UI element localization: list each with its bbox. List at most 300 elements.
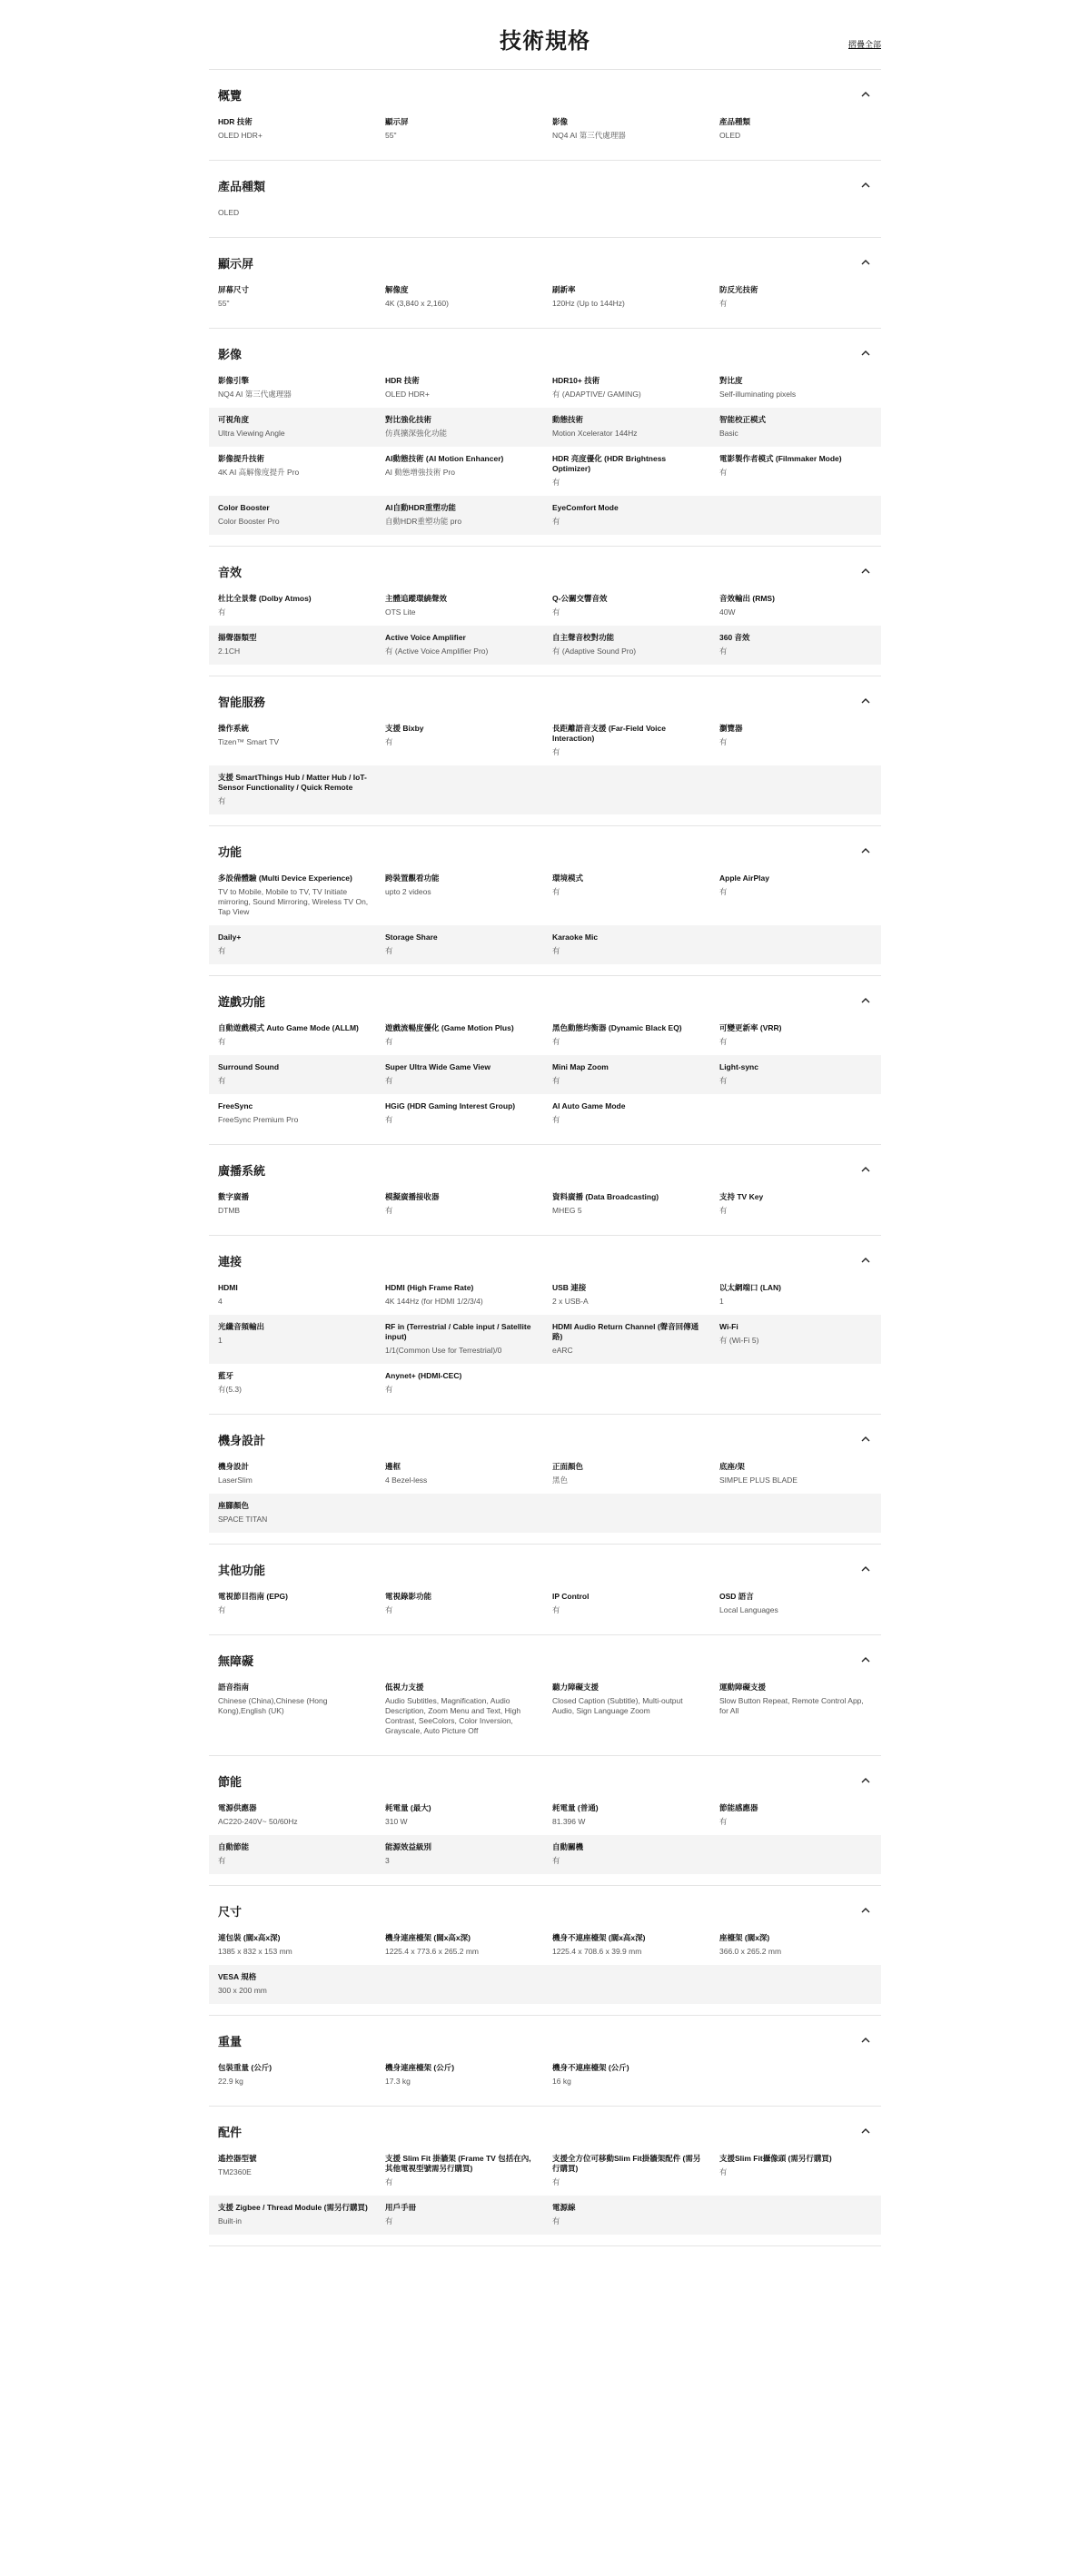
spec-item [218, 2154, 371, 2187]
chevron-up-icon[interactable] [859, 1433, 872, 1446]
spec-item [385, 1462, 538, 1485]
spec-value: 16 kg [552, 2077, 571, 2086]
spec-label: 連包裝 (闊x高x深) [218, 1933, 281, 1942]
spec-label: HDR 亮度優化 (HDR Brightness Optimizer) [552, 454, 667, 473]
spec-label: HGiG (HDR Gaming Interest Group) [385, 1101, 516, 1110]
spec-value: 1225.4 x 708.6 x 39.9 mm [552, 1947, 642, 1956]
spec-section [209, 676, 881, 826]
spec-section [209, 2016, 881, 2107]
spec-label: HDMI (High Frame Rate) [385, 1283, 474, 1292]
section-title: 智能服務 [218, 695, 266, 709]
spec-label: 產品種類 [719, 117, 751, 126]
spec-label: 電視節目指南 (EPG) [218, 1592, 288, 1601]
spec-item [218, 773, 371, 806]
spec-item [385, 285, 538, 309]
spec-section [209, 1756, 881, 1886]
spec-value: 有 [385, 1115, 393, 1124]
spec-value: LaserSlim [218, 1476, 253, 1485]
spec-label: 杜比全景聲 (Dolby Atmos) [218, 594, 312, 603]
chevron-up-icon[interactable] [859, 844, 872, 857]
spec-item [385, 1283, 538, 1307]
spec-value: OLED HDR+ [385, 390, 430, 399]
spec-value: 81.396 W [552, 1817, 586, 1826]
spec-label: 智能校正模式 [719, 415, 767, 424]
chevron-up-icon[interactable] [859, 347, 872, 360]
spec-value: 有 [552, 946, 560, 955]
spec-row [209, 1584, 881, 1624]
section-title: 概覽 [218, 88, 243, 103]
spec-value: 有 [719, 1206, 728, 1215]
spec-section [209, 70, 881, 161]
spec-label: 顯示屏 [385, 117, 409, 126]
spec-section [209, 1236, 881, 1415]
section-header[interactable] [209, 989, 881, 1012]
spec-item [552, 503, 705, 527]
spec-value: 有 (ADAPTIVE/ GAMING) [552, 390, 641, 399]
spec-value: 有 [218, 796, 226, 805]
spec-row [209, 1094, 881, 1133]
spec-item [719, 1283, 872, 1307]
spec-item [218, 1192, 371, 1216]
spec-value: OLED [719, 131, 741, 140]
spec-item [552, 933, 705, 956]
spec-item [719, 2154, 872, 2187]
spec-section [209, 161, 881, 238]
chevron-up-icon[interactable] [859, 88, 872, 101]
spec-value: OLED HDR+ [218, 131, 263, 140]
chevron-up-icon[interactable] [859, 2125, 872, 2137]
spec-value: Built-in [218, 2216, 242, 2226]
chevron-up-icon[interactable] [859, 1904, 872, 1917]
spec-item [218, 1023, 371, 1047]
spec-item [218, 1972, 371, 1996]
spec-value: Ultra Viewing Angle [218, 429, 285, 438]
chevron-up-icon[interactable] [859, 256, 872, 269]
spec-item [385, 1683, 538, 1736]
spec-label: Anynet+ (HDMI-CEC) [385, 1371, 462, 1380]
spec-value: 22.9 kg [218, 2077, 243, 2086]
spec-label: 運動障礙支援 [719, 1683, 767, 1692]
spec-label: 機身設計 [218, 1462, 250, 1471]
section-header[interactable] [209, 1158, 881, 1181]
spec-value: NQ4 AI 第三代處理器 [218, 390, 292, 399]
spec-item [218, 415, 371, 439]
spec-item [385, 594, 538, 617]
spec-item [552, 873, 705, 917]
spec-value: 1225.4 x 773.6 x 265.2 mm [385, 1947, 480, 1956]
spec-value: 有 [719, 2167, 728, 2176]
spec-label: HDR 技術 [218, 117, 253, 126]
spec-row [209, 866, 881, 925]
spec-label: FreeSync [218, 1101, 253, 1110]
spec-value: 有 [719, 887, 728, 896]
spec-item [719, 1192, 872, 1216]
spec-row [209, 1364, 881, 1403]
spec-item [385, 1371, 538, 1395]
spec-value: 有 [552, 887, 560, 896]
spec-section [209, 1635, 881, 1756]
spec-value: Audio Subtitles, Magnification, Audio Description, Zoom Menu and Text, High Contrast, SeeColors, Color Inversion, Grayscale, Auto Picture Off [385, 1696, 521, 1735]
section-header[interactable] [209, 83, 881, 106]
section-header[interactable] [209, 1648, 881, 1672]
chevron-up-icon[interactable] [859, 565, 872, 577]
spec-value: 有 [218, 1076, 226, 1085]
spec-row [209, 369, 881, 408]
section-title: 遊戲功能 [218, 994, 266, 1009]
spec-value: OTS Lite [385, 607, 416, 617]
spec-value: Closed Caption (Subtitle), Multi-output Audio, Sign Language Zoom [552, 1696, 683, 1715]
spec-label: USB 連接 [552, 1283, 587, 1292]
spec-row [209, 1315, 881, 1364]
spec-label: 自主聲音校對功能 [552, 633, 615, 642]
spec-item [385, 2063, 538, 2087]
spec-row [209, 1055, 881, 1094]
section-title: 顯示屏 [218, 256, 254, 271]
spec-value: 55" [218, 299, 230, 308]
spec-value: SPACE TITAN [218, 1515, 268, 1524]
spec-label: Storage Share [385, 933, 438, 942]
spec-item [719, 454, 872, 488]
spec-value: 366.0 x 265.2 mm [719, 1947, 782, 1956]
spec-item [385, 1933, 538, 1957]
spec-label: 支援 Slim Fit 掛牆架 (Frame TV 包括在內, 其他電視型號需另行購買) [385, 2154, 531, 2173]
spec-row [209, 2147, 881, 2196]
spec-label: 對比度 [719, 376, 743, 385]
spec-label: 電源線 [552, 2203, 576, 2212]
spec-rows [209, 278, 881, 317]
chevron-up-icon[interactable] [859, 994, 872, 1007]
spec-item [719, 1592, 872, 1615]
spec-rows [209, 1926, 881, 2004]
chevron-up-icon[interactable] [859, 1254, 872, 1267]
spec-item [552, 1023, 705, 1047]
spec-row [209, 2056, 881, 2095]
spec-rows [209, 1584, 881, 1624]
spec-label: AI動態技術 (AI Motion Enhancer) [385, 454, 504, 463]
spec-item [218, 594, 371, 617]
spec-label: Active Voice Amplifier [385, 633, 466, 642]
spec-value: 有 [552, 747, 560, 756]
spec-label: HDR 技術 [385, 376, 420, 385]
spec-label: Wi-Fi [719, 1322, 738, 1331]
spec-label: 機身連座檯架 (闊x高x深) [385, 1933, 471, 1942]
spec-value: 有 [385, 1605, 393, 1614]
spec-value: 有 [719, 468, 728, 477]
spec-value: 55" [385, 131, 397, 140]
spec-value: Motion Xcelerator 144Hz [552, 429, 638, 438]
spec-row [209, 1276, 881, 1315]
spec-label: Daily+ [218, 933, 242, 942]
spec-label: 自動遊戲模式 Auto Game Mode (ALLM) [218, 1023, 359, 1032]
spec-label: 支援Slim Fit攝像頭 (需另行購買) [719, 2154, 832, 2163]
spec-row [209, 1796, 881, 1835]
spec-label: 自動節能 [218, 1842, 250, 1851]
section-title: 音效 [218, 565, 243, 579]
spec-rows [209, 2147, 881, 2235]
spec-section [209, 976, 881, 1145]
spec-value: 1/1(Common Use for Terrestrial)/0 [385, 1346, 502, 1355]
spec-row [209, 1185, 881, 1224]
spec-item [719, 1683, 872, 1736]
spec-item [218, 1283, 371, 1307]
spec-item [552, 1683, 705, 1736]
spec-value: Color Booster Pro [218, 517, 280, 526]
spec-value: 有 (Active Voice Amplifier Pro) [385, 646, 489, 656]
spec-label: AI自動HDR重塑功能 [385, 503, 456, 512]
spec-label: 節能感應器 [719, 1803, 758, 1812]
spec-item [719, 376, 872, 400]
spec-value: 4K (3,840 x 2,160) [385, 299, 449, 308]
collapse-all-link[interactable]: 摺疊全部 [847, 40, 881, 49]
spec-value: 40W [719, 607, 736, 617]
spec-label: 包裝重量 (公斤) [218, 2063, 272, 2072]
chevron-up-icon[interactable] [859, 2034, 872, 2047]
spec-row [209, 1835, 881, 1874]
spec-row [209, 1926, 881, 1965]
spec-item [385, 1062, 538, 1086]
spec-item [719, 415, 872, 439]
spec-item [218, 1592, 371, 1615]
spec-value: 有 [385, 1385, 393, 1394]
spec-value: 有 [385, 1206, 393, 1215]
section-title: 影像 [218, 347, 243, 361]
spec-value: Slow Button Repeat, Remote Control App, for All [719, 1696, 864, 1715]
spec-label: 耗電量 (最大) [385, 1803, 431, 1812]
spec-item [385, 633, 538, 656]
section-title: 無障礙 [218, 1653, 254, 1668]
spec-item [218, 1501, 371, 1525]
spec-value: 有 [385, 737, 393, 746]
spec-item [719, 1023, 872, 1047]
spec-value: 有 [218, 1037, 226, 1046]
spec-rows [209, 1455, 881, 1533]
spec-section [209, 238, 881, 329]
section-header[interactable] [209, 1557, 881, 1581]
spec-value: 2.1CH [218, 646, 241, 656]
specs-header [209, 18, 881, 69]
spec-rows [209, 716, 881, 814]
spec-value: NQ4 AI 第三代處理器 [552, 131, 626, 140]
spec-label: 環境模式 [552, 873, 584, 883]
spec-item [385, 1101, 538, 1125]
spec-item [552, 2154, 705, 2187]
spec-value: 有(5.3) [218, 1385, 242, 1394]
spec-item [552, 724, 705, 757]
chevron-up-icon[interactable] [859, 179, 872, 192]
spec-label: 自動關機 [552, 1842, 584, 1851]
spec-rows [209, 1675, 881, 1744]
spec-value: 有 [385, 1076, 393, 1085]
spec-value: Local Languages [719, 1605, 778, 1614]
section-title: 節能 [218, 1774, 243, 1789]
section-header[interactable] [209, 251, 881, 274]
spec-item [552, 285, 705, 309]
spec-value: 有 [552, 1037, 560, 1046]
spec-row [209, 496, 881, 535]
chevron-up-icon[interactable] [859, 1774, 872, 1787]
spec-item [552, 376, 705, 400]
spec-item [385, 1322, 538, 1356]
spec-row [209, 587, 881, 626]
chevron-up-icon[interactable] [859, 1563, 872, 1575]
spec-label: 座腳顏色 [218, 1501, 250, 1510]
spec-value: 17.3 kg [385, 2077, 411, 2086]
spec-sections [209, 69, 881, 2246]
spec-row [209, 278, 881, 317]
spec-rows [209, 369, 881, 535]
section-header[interactable] [209, 2028, 881, 2052]
spec-item [385, 376, 538, 400]
spec-value: 有 [552, 478, 560, 487]
section-title: 重量 [218, 2034, 243, 2048]
spec-value: 有 [385, 1037, 393, 1046]
spec-label: 影像 [552, 117, 569, 126]
spec-value: 有 [719, 737, 728, 746]
spec-row [209, 201, 881, 226]
section-header[interactable] [209, 341, 881, 365]
spec-value: 310 W [385, 1817, 408, 1826]
spec-value: 有 [552, 1605, 560, 1614]
spec-row [209, 626, 881, 665]
spec-value: 有 [552, 2216, 560, 2226]
spec-label: 主體追蹤環繞聲效 [385, 594, 448, 603]
spec-value: 有 [385, 2177, 393, 2186]
spec-label: 動態技術 [552, 415, 584, 424]
spec-value: 有 [719, 1076, 728, 1085]
section-header[interactable] [209, 559, 881, 583]
spec-label: Surround Sound [218, 1062, 280, 1071]
spec-value: 有 (Wi-Fi 5) [719, 1336, 759, 1345]
spec-item [218, 1933, 371, 1957]
spec-item [385, 724, 538, 757]
spec-value: MHEG 5 [552, 1206, 582, 1215]
spec-item [719, 1322, 872, 1356]
spec-item [218, 285, 371, 309]
spec-value: 4K AI 高解像度提升 Pro [218, 468, 300, 477]
section-header[interactable] [209, 2119, 881, 2143]
spec-value: 有 [218, 1605, 226, 1614]
spec-value: 有 [218, 607, 226, 617]
spec-item [719, 1462, 872, 1485]
spec-label: 支援 Zigbee / Thread Module (需另行購買) [218, 2203, 368, 2212]
section-title: 產品種類 [218, 179, 266, 193]
spec-row [209, 1016, 881, 1055]
section-header[interactable] [209, 1899, 881, 1922]
spec-label: 能源效益級別 [385, 1842, 432, 1851]
spec-value: 120Hz (Up to 144Hz) [552, 299, 625, 308]
spec-label: 操作系統 [218, 724, 250, 733]
spec-value: 300 x 200 mm [218, 1986, 267, 1995]
spec-label: 電影製作者模式 (Filmmaker Mode) [719, 454, 842, 463]
spec-label: 黑色動態均衡器 (Dynamic Black EQ) [552, 1023, 682, 1032]
spec-value: 有 [719, 299, 728, 308]
section-header[interactable] [209, 689, 881, 713]
spec-item [552, 633, 705, 656]
spec-value: 1 [719, 1297, 724, 1306]
spec-row [209, 447, 881, 496]
spec-label: AI Auto Game Mode [552, 1101, 626, 1110]
spec-item [218, 1683, 371, 1736]
spec-label: 座檯架 (闊x深) [719, 1933, 770, 1942]
spec-section [209, 826, 881, 976]
spec-label: Super Ultra Wide Game View [385, 1062, 490, 1071]
spec-row [209, 716, 881, 765]
spec-item [385, 1192, 538, 1216]
spec-item [218, 1462, 371, 1485]
spec-value: 4 Bezel-less [385, 1476, 428, 1485]
spec-row [209, 1965, 881, 2004]
spec-label: 可視角度 [218, 415, 250, 424]
spec-label: 遊戲流暢度優化 (Game Motion Plus) [385, 1023, 514, 1032]
spec-row [209, 925, 881, 964]
spec-item [218, 1322, 371, 1356]
spec-value: 有 [385, 2216, 393, 2226]
section-header[interactable] [209, 1427, 881, 1451]
spec-label: 解像度 [385, 285, 409, 294]
spec-label: 語音指南 [218, 1683, 250, 1692]
spec-label: Karaoke Mic [552, 933, 599, 942]
section-title: 尺寸 [218, 1904, 243, 1919]
spec-value: SIMPLE PLUS BLADE [719, 1476, 798, 1485]
spec-label: 機身不連座檯架 (公斤) [552, 2063, 629, 2072]
spec-label: HDMI Audio Return Channel (聲音回傳通路) [552, 1322, 699, 1341]
spec-label: 支援 Bixby [385, 724, 424, 733]
spec-item [218, 633, 371, 656]
section-header[interactable] [209, 1769, 881, 1792]
spec-label: HDMI [218, 1283, 238, 1292]
spec-item [218, 1803, 371, 1827]
spec-label: 數字廣播 [218, 1192, 250, 1201]
spec-item [218, 1062, 371, 1086]
spec-value: 4 [218, 1297, 223, 1306]
spec-label: 刷新率 [552, 285, 576, 294]
chevron-up-icon[interactable] [859, 1163, 872, 1176]
section-header[interactable] [209, 1249, 881, 1272]
spec-value: 黑色 [552, 1476, 569, 1485]
spec-rows [209, 2056, 881, 2095]
spec-label: 以太網端口 (LAN) [719, 1283, 781, 1292]
section-header[interactable] [209, 839, 881, 863]
spec-value: 有 (Adaptive Sound Pro) [552, 646, 637, 656]
spec-section [209, 329, 881, 547]
spec-item [218, 873, 371, 917]
spec-item [385, 503, 538, 527]
spec-item [218, 503, 371, 527]
spec-item [218, 724, 371, 757]
spec-label: 低視力支援 [385, 1683, 424, 1692]
chevron-up-icon[interactable] [859, 1653, 872, 1666]
chevron-up-icon[interactable] [859, 695, 872, 707]
spec-value: 有 [719, 1817, 728, 1826]
spec-section [209, 1886, 881, 2016]
spec-value: 有 [719, 646, 728, 656]
spec-item [719, 285, 872, 309]
spec-row [209, 1675, 881, 1744]
spec-item [719, 1062, 872, 1086]
spec-value: 有 [552, 517, 560, 526]
spec-value: 自動HDR重塑功能 pro [385, 517, 462, 526]
spec-value: Tizen™ Smart TV [218, 737, 280, 746]
spec-item [552, 1062, 705, 1086]
spec-value: AI 動態增強技術 Pro [385, 468, 455, 477]
section-header[interactable] [209, 173, 881, 197]
spec-value: Self-illuminating pixels [719, 390, 797, 399]
spec-item [552, 1592, 705, 1615]
spec-label: OSD 語言 [719, 1592, 754, 1601]
spec-label: HDR10+ 技術 [552, 376, 600, 385]
spec-item [552, 415, 705, 439]
spec-label: 模擬廣播接收器 [385, 1192, 440, 1201]
